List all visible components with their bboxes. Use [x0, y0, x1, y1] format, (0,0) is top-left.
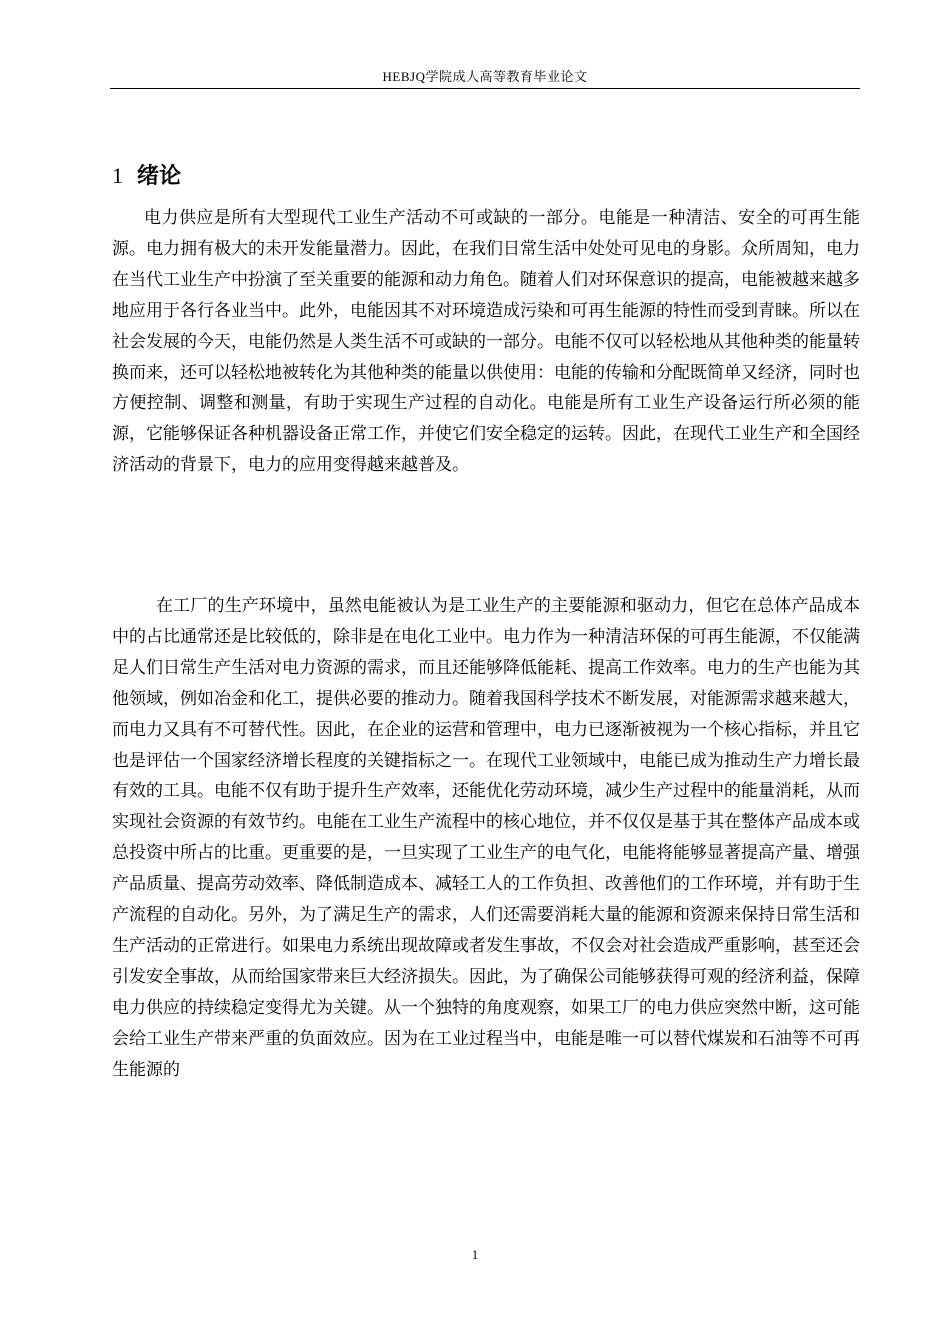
chapter-heading [112, 160, 181, 193]
body-paragraph: 在工厂的生产环境中，虽然电能被认为是工业生产的主要能源和驱动力，但它在总体产品成本中的占比通常还是比较低的，除非是在电化工业中。电力作为一种清洁环保的可再生能源，不仅能满足人们日常生产生活对电力资源的需求，而且还能够降低能耗、提高工作效率。电力的生产也能为其他领域，例如冶金和化工，提供必要的推动力。随着我国科学技术不断发展，对能源需求越来越大，而电力又具有不可替代性。因此，在企业的运营和管理中，电力已逐渐被视为一个核心指标，并且它也是评估一个国家经济增长程度的关键指标之一。在现代工业领域中，电能已成为推动生产力增长最有效的工具。电能不仅有助于提升生产效率，还能优化劳动环境，减少生产过程中的能量消耗，从而实现社会资源的有效节约。电能在工业生产流程中的核心地位，并不仅仅是基于其在整体产品成本或总投资中所占的比重。更重要的是，一旦实现了工业生产的电气化，电能将能够显著提高产量、增强产品质量、提高劳动效率、降低制造成本、减轻工人的工作负担、改善他们的工作环境，并有助于生产流程的自动化。另外，为了满足生产的需求，人们还需要消耗大量的能源和资源来保持日常生活和生产活动的正常进行。如果电力系统出现故障或者发生事故，不仅会对社会造成严重影响，甚至还会引发安全事故，从而给国家带来巨大经济损失。因此，为了确保公司能够获得可观的经济利益，保障电力供应的持续稳定变得尤为关键。从一个独特的角度观察，如果工厂的电力供应突然中断，这可能会给工业生产带来严重的负面效应。因为在工业过程当中，电能是唯一可以替代煤炭和石油等不可再生能源的 [112, 596, 860, 1080]
header-divider [110, 88, 860, 89]
page-number: 1 [471, 1247, 479, 1262]
body-paragraph: 电力供应是所有大型现代工业生产活动不可或缺的一部分。电能是一种清洁、安全的可再生能源。电力拥有极大的未开发能量潜力。因此，在我们日常生活中处处可见电的身影。众所周知，电力在当代工业生产中扮演了至关重要的能源和动力角色。随着人们对环保意识的提高，电能被越来越多地应用于各行各业当中。此外，电能因其不对环境造成污染和可再生能源的特性而受到青睐。所以在社会发展的今天，电能仍然是人类生活不可或缺的一部分。电能不仅可以轻松地从其他种类的能量转换而来，还可以轻松地被转化为其他种类的能量以供使用：电能的传输和分配既简单又经济，同时也方便控制、调整和测量，有助于实现生产过程的自动化。电能是所有工业生产设备运行所必须的能源，它能够保证各种机器设备正常工作，并使它们安全稳定的运转。因此，在现代工业生产和全国经济活动的背景下，电力的应用变得越来越普及。 [112, 208, 860, 476]
chapter-title: 绪论 [137, 164, 182, 189]
chapter-number: 1 [112, 163, 123, 188]
running-header: HEBJQ学院成人高等教育毕业论文 [382, 69, 588, 84]
